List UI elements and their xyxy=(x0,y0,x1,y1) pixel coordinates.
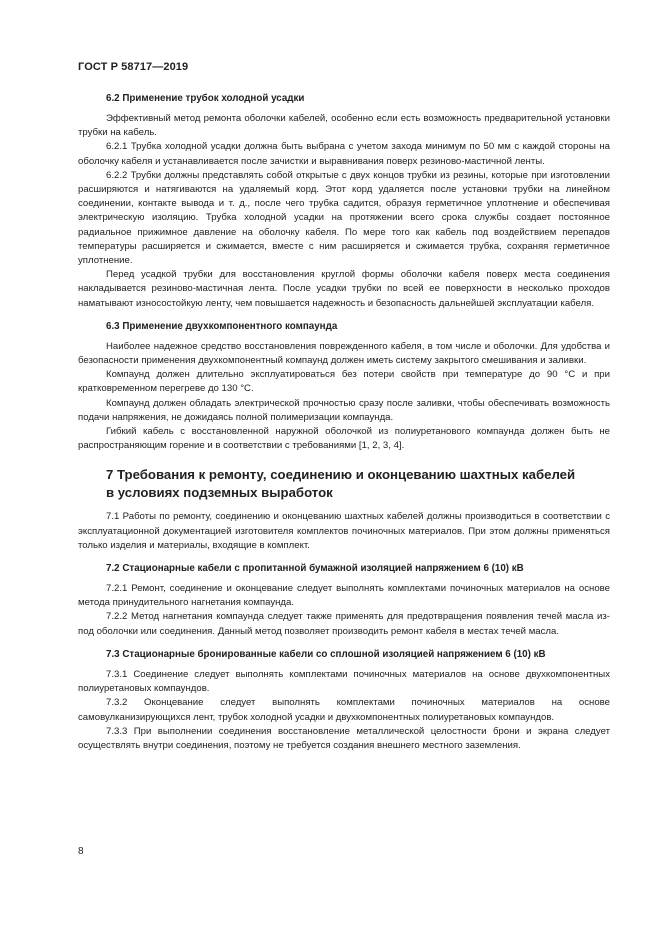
paragraph: Гибкий кабель с восстановленной наружной оболочкой из полиуретанового компаунда должен быть не распространяющим горение и в соответствии с требованиями [1, 2, 3, 4]. xyxy=(78,426,610,452)
paragraph: 7.3.2 Оконцевание следует выполнять комплектами починочных материалов на основе самовулканизирующихся лент, трубок холодной усадки и двухкомпонентных полиуретановых компаундов. xyxy=(78,697,610,723)
paragraph: Эффективный метод ремонта оболочки кабелей, особенно если есть возможность предварительной установки трубки на кабель. xyxy=(78,113,610,139)
paragraph: Перед усадкой трубки для восстановления круглой формы оболочки кабеля поверх места соединения накладывается резиново-мастичная лента. После усадки трубки по всей ее поверхности в несколько проходов наматывают износостойкую ленту, чем повышается надежность и безопасность дальнейшей эксплуатации кабеля. xyxy=(78,269,610,309)
paragraph: 6.2.2 Трубки должны представлять собой открытые с двух концов трубки из резины, которые при изготовлении расширяются и натягиваются на удаляемый корд. Этот корд удаляется после установки трубки на линейном соединении, контакте вывода и т. д., после чего трубка садится, образуя герметичное уплотнение и обеспечивая электрическую изоляцию. Трубка холодной усадки на протяжении всего срока службы создает постоянное радиальное прижимное давление на оболочку кабеля. По мере того как кабель под воздействием перепадов температуры расширяется и сжимается, вместе с ним расширяется и сжимается трубка, сохраняя герметичное уплотнение. xyxy=(78,169,610,267)
paragraph: 7.1 Работы по ремонту, соединению и оконцеванию шахтных кабелей должны производиться в соответствии с эксплуатационной документацией изготовителя комплектов починочных материалов. При этом должны применяться только изделия и материалы, входящие в комплект. xyxy=(78,511,610,551)
section-7-heading-line1: 7 Требования к ремонту, соединению и оконцеванию шахтных кабелей xyxy=(106,467,576,483)
section-7-heading-line2: в условиях подземных выработок xyxy=(106,484,333,500)
section-7-3-heading: 7.3 Стационарные бронированные кабели со сплошной изоляцией напряжением 6 (10) кВ xyxy=(106,648,546,660)
paragraph: Компаунд должен обладать электрической прочностью сразу после заливки, чтобы обеспечивать возможность подачи напряжения, не дожидаясь полной полимеризации компаунда. xyxy=(78,397,610,423)
page-number: 8 xyxy=(78,846,84,857)
paragraph: 7.2.2 Метод нагнетания компаунда следует также применять для предотвращения появления течей масла из-под оболочки или соединения. Данный метод позволяет производить ремонт кабеля в местах течей масла. xyxy=(78,611,610,637)
section-6-2-heading: 6.2 Применение трубок холодной усадки xyxy=(106,93,305,104)
document-body xyxy=(78,92,610,753)
section-6-3-heading: 6.3 Применение двухкомпонентного компаунда xyxy=(106,320,338,332)
paragraph: Компаунд должен длительно эксплуатироваться без потери свойств при температуре до 90 °С и при кратковременном перегреве до 130 °С. xyxy=(78,369,610,395)
section-7-2-heading: 7.2 Стационарные кабели с пропитанной бумажной изоляцией напряжением 6 (10) кВ xyxy=(106,563,524,575)
document-header: ГОСТ Р 58717—2019 xyxy=(78,61,189,73)
paragraph: 7.3.3 При выполнении соединения восстановление металлической целостности брони и экрана следует осуществлять внутри соединения, поэтому не требуется создания внешнего местного заземления. xyxy=(78,725,610,751)
paragraph: 7.3.1 Соединение следует выполнять комплектами починочных материалов на основе двухкомпонентных полиуретановых компаундов. xyxy=(78,668,610,695)
paragraph: 7.2.1 Ремонт, соединение и оконцевание следует выполнять комплектами починочных материалов на основе метода принудительного нагнетания компаунда. xyxy=(78,583,610,609)
paragraph: 6.2.1 Трубка холодной усадки должна быть выбрана с учетом захода минимум по 50 мм с каждой стороны на оболочку кабеля и устанавливается после зачистки и выравнивания поверх резиново-мастичной ленты. xyxy=(78,141,610,167)
paragraph: Наиболее надежное средство восстановления поврежденного кабеля, в том числе и оболочки. Для удобства и безопасности применения двухкомпонентный компаунд должен иметь систему закрытого смешивания и заливки. xyxy=(78,340,610,367)
section-7-heading xyxy=(78,466,610,501)
